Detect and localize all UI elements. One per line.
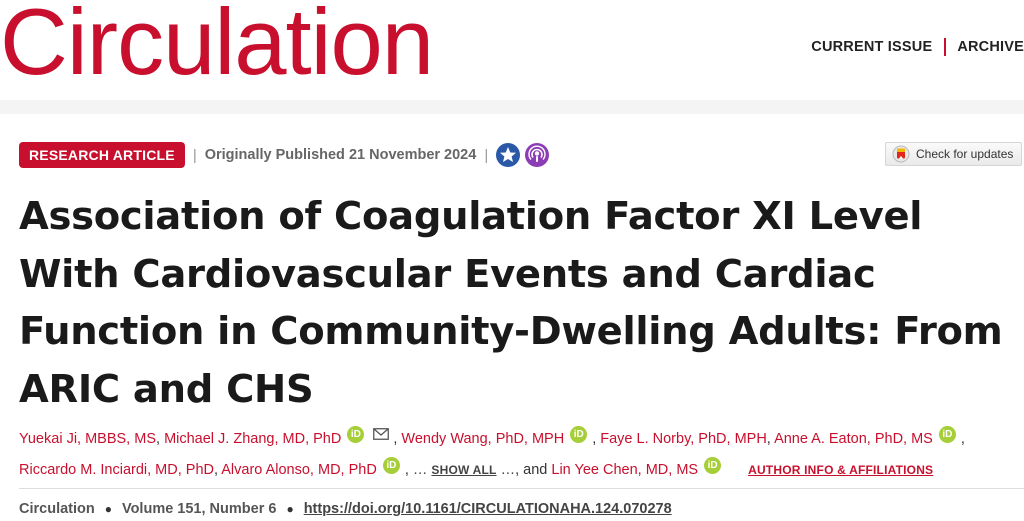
star-icon[interactable] [496,143,520,167]
check-for-updates-button[interactable] [885,142,1022,166]
journal-name: Circulation [19,501,95,517]
divider [19,488,1024,489]
author-link[interactable]: Michael J. Zhang, MD, PhD [164,431,342,447]
author-link[interactable]: Riccardo M. Inciardi, MD, PhD [19,462,214,478]
doi-link[interactable]: https://doi.org/10.1161/CIRCULATIONAHA.124.070278 [303,501,672,517]
author-link[interactable]: Wendy Wang, PhD, MPH [401,431,565,447]
orcid-icon[interactable]: iD [704,457,721,474]
crossmark-icon [892,145,910,163]
author-link[interactable]: Lin Yee Chen, MD, MS [551,462,699,478]
and-text: , and [515,462,548,478]
meta-divider: | [192,146,197,164]
check-for-updates-label: Check for updates [916,147,1014,161]
author-info-affiliations-link[interactable]: AUTHOR INFO & AFFILIATIONS [748,463,934,477]
header-shadow-band [0,100,1024,114]
podcast-icon[interactable] [525,143,549,167]
nav-archive[interactable]: ARCHIVE [957,39,1024,55]
citation-row [19,498,672,520]
author-link[interactable]: Anne A. Eaton, PhD, MS [774,431,933,447]
article-title: Association of Coagulation Factor XI Level With Cardiovascular Events and Cardiac Function in Community-Dwelling Adults: From ARIC and CHS [19,194,1003,412]
orcid-icon[interactable]: iD [383,457,400,474]
published-label: Originally Published [204,147,345,163]
article-meta-row [19,141,554,169]
author-link[interactable]: Yuekai Ji, MBBS, MS [19,431,156,447]
nav-divider [944,38,946,56]
orcid-icon[interactable]: iD [570,426,587,443]
orcid-icon[interactable]: iD [347,426,364,443]
article-type-badge: RESEARCH ARTICLE [19,142,185,168]
bullet-separator: ● [286,502,294,516]
orcid-icon[interactable]: iD [939,426,956,443]
site-header [0,0,1024,100]
email-icon[interactable] [373,428,389,440]
journal-logo[interactable]: Circulation [0,0,434,94]
author-list: Yuekai Ji, MBBS, MS, Michael J. Zhang, MD, PhD iD , Wendy Wang, PhD, MPH iD , Faye L. Norby, PhD, MPH, Anne A. Eaton, PhD, MS iD , Riccardo M. Inciardi, MD, PhD, Alvaro Alonso, MD, PhD iD , … SHOW ALL …, and Lin Yee Chen, MD, MS iD AUTHOR INFO & AFFILIATIONS [19,424,1019,486]
published-info [205,147,477,163]
top-nav [811,37,1024,57]
bullet-separator: ● [104,502,112,516]
ellipsis: … [500,462,516,478]
published-date: 21 November 2024 [348,147,477,163]
meta-divider: | [484,146,489,164]
author-link[interactable]: Alvaro Alonso, MD, PhD [221,462,377,478]
author-link[interactable]: Faye L. Norby, PhD, MPH [600,431,767,447]
volume-info: Volume 151, Number 6 [121,501,277,517]
nav-current-issue[interactable]: CURRENT ISSUE [811,39,933,55]
ellipsis: … [412,462,428,478]
show-all-authors-link[interactable]: SHOW ALL [431,463,497,477]
